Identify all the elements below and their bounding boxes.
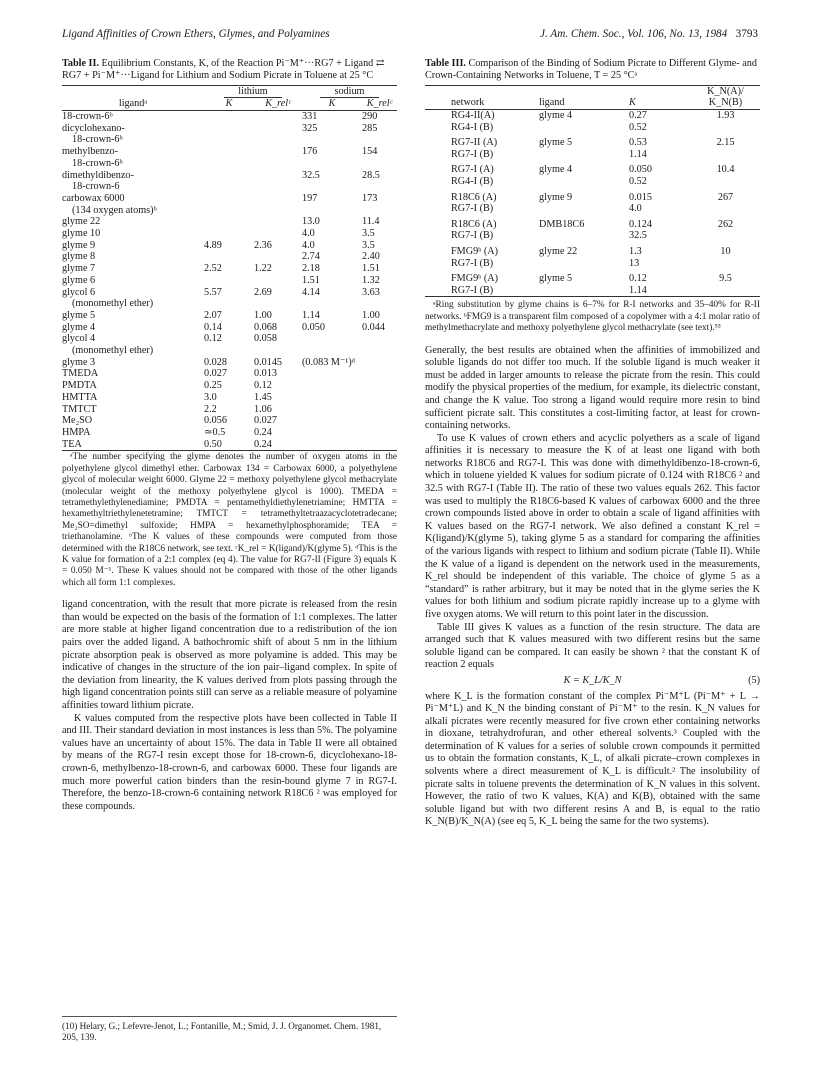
table2-cell-na-krel: 285	[362, 122, 378, 134]
table2-cell-li-k	[204, 193, 254, 205]
table3-cell-k-b: 4.0	[629, 203, 642, 215]
table3-cell-k-a: 0.53	[629, 137, 647, 149]
table3-cell-ratio: 262	[717, 218, 734, 230]
table2-cell-li-krel	[254, 205, 302, 217]
table2-cell-ligand: (134 oxygen atoms)ᵇ	[72, 204, 157, 216]
table-row	[62, 322, 397, 334]
table2-cell-na-k	[302, 439, 362, 451]
table2-column-header	[62, 98, 397, 110]
table2-cell-na-krel	[362, 298, 397, 310]
table2-cell-na-krel	[362, 181, 397, 193]
table3-cell-empty	[691, 258, 760, 270]
table2-cell-na-k: 4.14	[302, 286, 320, 298]
table2-cell-na-krel	[362, 392, 397, 404]
table3-cell-k-b: 0.52	[629, 175, 647, 187]
right-paragraph-2: To use K values of crown ethers and acyclic polyethers as a scale of ligand affinities it is necessary to measure the K of at least one ligand with both networks R18C6 and RG7-I. This was done with dimethyldibenzo-18-crown-6, which in toluene yielded K values for sodium picrate of 0.124 with R18C6 ² and 32.5 with RG7-I (Table II). The ratio of these two values equals 262. This factor was used to multiply the R18C6-based K values of carbowax 6000 and the three crown compounds listed above in order to obtain a scale of ligand affinities with K values based on the RG7-I network. We also defined a constant K_rel = K(ligand)/K(glyme 5), taking glyme 5 as a standard for comparing the affinities of the various ligands with respect to lithium and sodium picrate (Table II). While the K value of a ligand is dependent on the network used in the measurements, K_rel should be independent of this variable. The choice of glyme 5 as a “standard” is rather arbitrary, but it may be noted that in the glyme series the K values for both lithium and sodium picrate rapidly increase up to a glyme with five oxygen atoms. We will return to this point later in the discussion.	[425, 432, 760, 620]
table2-cell-na-k	[302, 134, 362, 146]
table2-cell-na-krel	[362, 427, 397, 439]
table2-cell-li-krel: 0.068	[254, 321, 277, 333]
table2-cell-li-krel: 1.00	[254, 309, 272, 321]
table-row	[62, 181, 397, 193]
table2-cell-li-k: 0.50	[204, 438, 222, 450]
table2-cell-na-krel	[362, 415, 397, 427]
table3-cell-ratio: 10	[720, 245, 731, 257]
running-header	[62, 28, 758, 44]
table2-cell-li-krel	[254, 111, 302, 123]
table2-cell-li-krel	[254, 275, 302, 287]
table3-cell-network-a: R18C6 (A)	[451, 191, 497, 203]
table3-col-k: K	[629, 97, 636, 109]
table3	[425, 85, 760, 298]
table2-cell-li-k	[204, 275, 254, 287]
table2-cell-na-k	[302, 368, 362, 380]
table3-cell-network-a: R18C6 (A)	[451, 218, 497, 230]
table2-col-li-k: K	[225, 98, 233, 110]
table-row	[62, 392, 397, 404]
table2-cell-na-krel	[362, 368, 397, 380]
table2-cell-na-k	[302, 427, 362, 439]
table2-cell-na-krel: 11.4	[362, 216, 380, 228]
table2-cell-na-krel: 290	[362, 111, 378, 122]
table2-cell-ligand: 18-crown-6ᵇ	[72, 134, 123, 146]
table2-cell-ligand: dimethyldibenzo-	[62, 169, 134, 181]
table2-cell-li-k	[204, 205, 254, 217]
table2-cell-na-krel: 3.63	[362, 286, 380, 298]
table2-cell-ligand: HMPA	[62, 426, 91, 438]
table2-cell-li-krel: 2.36	[254, 239, 272, 251]
table-row	[62, 193, 397, 205]
table2-cell-na-krel	[362, 357, 397, 369]
table3-cell-ligand: glyme 9	[539, 191, 573, 203]
journal-citation: J. Am. Chem. Soc., Vol. 106, No. 13, 1984 3793	[540, 28, 758, 40]
table2-col-na-krel: K_relᶜ	[366, 98, 393, 110]
table2-cell-ligand: glyme 3	[62, 356, 96, 368]
table2-label: Table II.	[62, 58, 99, 69]
table2-cell-ligand: glyme 22	[62, 216, 101, 228]
table2-cell-li-k: 2.52	[204, 263, 222, 275]
table2-cell-li-krel	[254, 170, 302, 182]
table2-cell-na-k: 32.5	[302, 169, 320, 181]
table3-cell-ratio: 1.93	[716, 110, 735, 121]
table-row	[62, 263, 397, 275]
table2-cell-ligand: TEA	[62, 438, 82, 450]
table3-caption	[425, 58, 760, 83]
table3-cell-empty	[691, 176, 760, 188]
table2-cell-li-k	[204, 134, 254, 146]
table3-cell-k-b: 1.14	[629, 148, 647, 160]
left-paragraph-2: K values computed from the respective plots have been collected in Table II and III. Their standard deviation in most instances is less than 5%. The polyamine values have an uncertainty of about 15%. The data in Table II were all obtained by means of the RG7-I resin except those for 18-crown-6, dicyclohexano-18-crown-6, methylbenzo-18-crown-6, and carbowax 6000. These four ligands are much more powerful cation binders than the resin-bound glyme 7 in RG7-I. Therefore, the benzo-18-crown-6 containing network R18C6 ² was employed for these compounds.	[62, 712, 397, 812]
table2-cell-ligand: Me₂SO	[62, 415, 93, 427]
table2-cell-li-k	[204, 251, 254, 263]
journal-volume: Vol. 106, No. 13, 1984	[627, 28, 728, 40]
equation-5	[425, 675, 760, 688]
table2-cell-na-k: 2.18	[302, 263, 320, 275]
table3-cell-ratio: 9.5	[719, 273, 732, 285]
table2-cell-ligand: glyme 5	[62, 309, 96, 321]
table-row	[425, 285, 760, 297]
table3-cell-empty	[691, 149, 760, 161]
journal-name: J. Am. Chem. Soc.	[540, 28, 622, 40]
table3-cell-ratio: 2.15	[716, 137, 735, 149]
table3-cell-k-a: 1.3	[629, 245, 642, 257]
table3-cell-empty	[539, 285, 619, 297]
table3-cell-network-b: RG4-I (B)	[451, 121, 494, 133]
table2-cell-li-krel	[254, 216, 302, 228]
table2-cell-na-krel	[362, 205, 397, 217]
table2-cell-na-krel	[362, 158, 397, 170]
table3-col-ratio-bot: K_N(B)	[708, 97, 743, 109]
table3-cell-ligand: glyme 5	[539, 137, 573, 149]
table3-cell-network-a: RG4-II(A)	[451, 110, 495, 121]
table2-col-li-krel: K_relᶜ	[265, 98, 291, 110]
right-paragraph-3: Table III gives K values as a function of the resin structure. The data are arranged such that K values measured with two different resins but the same soluble ligand can be compared. It can easily be shown ² that the constant K of reaction 2 equals	[425, 621, 760, 671]
table3-cell-empty	[539, 203, 619, 215]
table2-cell-li-krel: 0.027	[254, 415, 277, 427]
table3-cell-ratio: 267	[717, 191, 734, 203]
table2-cell-na-krel: 3.5	[362, 228, 375, 240]
table2-cell-na-k: 2.74	[302, 251, 320, 263]
table3-cell-network-b: RG7-I (B)	[451, 284, 494, 296]
running-title: Ligand Affinities of Crown Ethers, Glymes, and Polyamines	[62, 28, 330, 40]
table2-cell-ligand: glyme 10	[62, 228, 101, 240]
table2-cell-li-krel	[254, 193, 302, 205]
equation-text: K = K_L/K_N	[563, 674, 622, 686]
right-paragraph-1: Generally, the best results are obtained when the affinities of immobilized and soluble ligands do not differ too much. If the soluble ligand is much weaker it must be added in larger amounts to release the picrate from the resin. This could modify the physical properties of the medium, for example, its dielectric constant, and change the K value. Too strong a ligand would require more resin to bind sufficient picrate salt. This constitutes a cost-limiting factor, at least for crown-containing networks.	[425, 344, 760, 432]
table2-cell-na-k	[302, 298, 362, 310]
table2-cell-li-k: ≃0.5	[204, 426, 226, 438]
table2-cell-na-krel	[362, 439, 397, 451]
table3-cell-empty	[691, 230, 760, 242]
table2-cell-ligand: glyme 8	[62, 251, 96, 263]
table-row	[62, 287, 397, 299]
table3-cell-ligand: glyme 22	[539, 245, 578, 257]
table2-cell-na-krel	[362, 345, 397, 357]
table3-cell-network-a: FMG9ᵇ (A)	[451, 245, 499, 257]
table2-caption	[62, 58, 397, 83]
table3-cell-k-b: 13	[629, 257, 640, 269]
table3-cell-network-b: RG4-I (B)	[451, 175, 494, 187]
table3-cell-empty	[539, 176, 619, 188]
table2-cell-ligand: glyme 9	[62, 239, 96, 251]
table2-cell-na-k	[302, 404, 362, 416]
table2-cell-li-krel	[254, 251, 302, 263]
table3-cell-ratio: 10.4	[716, 164, 735, 176]
table2-cell-ligand: 18-crown-6ᵇ	[62, 111, 113, 122]
table-row	[62, 357, 397, 369]
table3-body	[425, 110, 760, 297]
table2-col-na-k: K	[328, 98, 336, 110]
table-row	[62, 439, 397, 451]
table2-cell-li-krel	[254, 228, 302, 240]
table-row	[425, 149, 760, 161]
table2-cell-ligand: (monomethyl ether)	[72, 298, 154, 310]
table2-cell-ligand: dicyclohexano-	[62, 122, 125, 134]
reference-list	[62, 1016, 397, 1043]
table2-cell-na-k: 1.14	[302, 309, 320, 321]
table2-cell-li-k	[204, 298, 254, 310]
table2-cell-ligand: glycol 4	[62, 333, 96, 345]
table-row	[425, 242, 760, 258]
table3-cell-k-a: 0.12	[629, 273, 647, 285]
table2-cell-na-krel: 1.00	[362, 309, 380, 321]
table2-cell-li-k	[204, 228, 254, 240]
table2-cell-li-k	[204, 216, 254, 228]
table2-cell-ligand: methylbenzo-	[62, 146, 119, 158]
equation-number: (5)	[748, 674, 760, 686]
table3-cell-k-a: 0.015	[629, 191, 652, 203]
table2-group-header	[62, 85, 397, 98]
table-row	[425, 269, 760, 285]
table3-cell-network-b: RG7-I (B)	[451, 257, 494, 269]
table2-cell-li-k	[204, 170, 254, 182]
table2-cell-ligand: glyme 7	[62, 263, 96, 275]
table2-cell-li-k	[204, 158, 254, 170]
table2-cell-li-krel: 0.013	[254, 368, 277, 380]
table3-cell-k-b: 1.14	[629, 284, 647, 296]
table2-cell-li-k: 0.056	[204, 415, 227, 427]
table2-cell-na-krel	[362, 134, 397, 146]
table2-cell-ligand: (monomethyl ether)	[72, 345, 154, 357]
table-row	[425, 176, 760, 188]
table2-cell-na-krel	[362, 380, 397, 392]
table3-cell-ligand: glyme 4	[539, 110, 573, 121]
table2-cell-ligand: glycol 6	[62, 286, 96, 298]
table2-cell-ligand: PMDTA	[62, 380, 97, 392]
table2-cell-li-krel: 1.45	[254, 391, 272, 403]
table2-cell-na-krel	[362, 333, 397, 345]
table2-body	[62, 111, 397, 451]
table-row	[425, 122, 760, 134]
table-row	[62, 427, 397, 439]
table-row	[62, 240, 397, 252]
table-row	[62, 205, 397, 217]
table2-cell-li-k	[204, 345, 254, 357]
table-row	[62, 310, 397, 322]
table2-cell-na-k: 331	[302, 111, 318, 122]
table-row	[62, 146, 397, 158]
table2-cell-na-krel: 3.5	[362, 239, 375, 251]
table2-cell-na-k: 1.51	[302, 274, 320, 286]
table-row	[425, 230, 760, 242]
table3-cell-k-a: 0.124	[629, 218, 652, 230]
table2-cell-na-krel: 28.5	[362, 169, 380, 181]
table-row	[425, 203, 760, 215]
table2-cell-na-k: 13.0	[302, 216, 320, 228]
table-row	[62, 111, 397, 123]
table2-cell-li-krel: 1.22	[254, 263, 272, 275]
table-row	[62, 123, 397, 135]
table2-cell-li-k: 0.027	[204, 368, 227, 380]
table2-cell-li-krel	[254, 345, 302, 357]
table3-header	[425, 97, 760, 109]
table2-cell-li-krel	[254, 123, 302, 135]
table2-cell-li-krel	[254, 298, 302, 310]
table3-col-network: network	[451, 97, 485, 109]
table2-cell-na-k	[302, 345, 362, 357]
table2-cell-na-k: (0.083 M⁻¹)ᵈ	[302, 356, 355, 368]
table2-cell-na-k	[302, 392, 362, 404]
table-row	[425, 188, 760, 204]
table-row	[425, 215, 760, 231]
table2-cell-ligand: 18-crown-6	[72, 181, 120, 193]
table2-cell-na-k: 0.050	[302, 321, 325, 333]
table2-col-ligand: ligandᵃ	[118, 98, 148, 110]
table2-cell-ligand: 18-crown-6ᵇ	[72, 157, 123, 169]
page-number: 3793	[735, 28, 758, 40]
table3-cell-ligand: glyme 4	[539, 164, 573, 176]
table2-group-lithium: lithium	[204, 85, 302, 98]
table3-cell-empty	[539, 230, 619, 242]
table2-cell-li-k	[204, 146, 254, 158]
table-row	[62, 298, 397, 310]
table-row	[62, 333, 397, 345]
table2-cell-ligand: glyme 6	[62, 274, 96, 286]
table3-cell-network-b: RG7-I (B)	[451, 230, 494, 242]
table3-header-top	[425, 85, 760, 97]
table2-cell-na-k: 4.0	[302, 228, 315, 240]
table3-cell-k-b: 32.5	[629, 230, 647, 242]
table2-group-sodium: sodium	[302, 85, 397, 98]
table2-cell-li-krel	[254, 158, 302, 170]
table-row	[62, 368, 397, 380]
table2-cell-ligand: HMTTA	[62, 391, 98, 403]
table3-cell-empty	[539, 122, 619, 134]
table2-cell-li-krel: 0.12	[254, 380, 272, 392]
table2-cell-na-k	[302, 205, 362, 217]
left-paragraph-1: ligand concentration, with the result that more picrate is released from the resin than would be expected on the basis of the formation of 1:1 complexes. The latter are more stable at higher ligand concentration due to a redistribution of the ion pairs over the added ligand. A bathochromic shift of about 5 nm in the lithium picrate absorption peak is observed as more polyamine is added. This may be indicative of changes in the structure of the ion pair–ligand complex. In spite of the deviation from linearity, the K values derived from plots passing through the high ligand concentration points still can serve as a reliable measure of polyamine affinities toward lithium picrate.	[62, 599, 397, 712]
table-row	[425, 110, 760, 122]
table2-cell-na-krel: 1.32	[362, 274, 380, 286]
table3-cell-empty	[691, 285, 760, 297]
table2-cell-na-k	[302, 380, 362, 392]
table3-cell-empty	[539, 258, 619, 270]
table3-cell-network-a: RG7-II (A)	[451, 137, 498, 149]
table2-cell-li-k: 0.25	[204, 380, 222, 392]
table2-cell-ligand: TMEDA	[62, 368, 99, 380]
table3-footnotes: ᵃRing substitution by glyme chains is 6–7% for R-I networks and 35–40% for R-II networks. ᵇFMG9 is a transparent film composed of a copolymer with a 4:1 molar ratio of methylmethacrylate and methoxy polyethylene glycol methacrylate (see text).⁵³	[425, 300, 760, 334]
reference-10: (10) Helary, G.; Lefevre-Jenot, L.; Fontanille, M.; Smid, J. J. Organomet. Chem. 1981, 205, 139.	[62, 1021, 382, 1042]
table2-cell-na-krel: 2.40	[362, 251, 380, 263]
table-row	[62, 170, 397, 182]
table2-cell-li-krel	[254, 146, 302, 158]
table2-cell-ligand: carbowax 6000	[62, 192, 125, 204]
table-row	[62, 216, 397, 228]
table3-cell-network-a: FMG9ᵇ (A)	[451, 273, 499, 285]
table2-cell-li-k: 0.12	[204, 333, 222, 345]
left-column	[62, 58, 397, 813]
table2-cell-li-krel: 2.69	[254, 286, 272, 298]
table2-cell-li-k: 2.07	[204, 309, 222, 321]
table3-cell-ligand: DMB18C6	[539, 218, 585, 230]
table2-cell-li-k: 5.57	[204, 286, 222, 298]
table2-cell-na-k	[302, 333, 362, 345]
table2-cell-li-k: 2.2	[204, 403, 217, 415]
table2-cell-na-krel	[362, 404, 397, 416]
table2-cell-na-krel: 173	[362, 192, 378, 204]
table2-cell-li-krel: 0.0145	[254, 356, 283, 368]
table2-cell-na-krel: 154	[362, 146, 378, 158]
table-row	[62, 345, 397, 357]
table3-col-ratio-top: K_N(A)/	[707, 85, 744, 97]
table-row	[62, 228, 397, 240]
table3-cell-k-b: 0.52	[629, 121, 647, 133]
table2-cell-li-krel: 0.058	[254, 333, 277, 345]
right-column	[425, 58, 760, 829]
table-row	[62, 275, 397, 287]
table2-caption-text: Equilibrium Constants, K, of the Reaction Pi⁻M⁺···RG7 + Ligand ⇄ RG7 + Pi⁻M⁺···Ligand for Lithium and Sodium Picrate in Toluene at 25 °C	[62, 58, 385, 82]
table2-cell-na-krel: 1.51	[362, 263, 380, 275]
table2-cell-na-k: 325	[302, 122, 318, 134]
table2-cell-li-k: 0.028	[204, 356, 227, 368]
table3-caption-text: Comparison of the Binding of Sodium Picrate to Different Glyme- and Crown-Containing Networks in Toluene, T = 25 °Cᵃ	[425, 58, 757, 82]
table-row	[62, 404, 397, 416]
table-row	[425, 160, 760, 176]
table3-cell-empty	[691, 203, 760, 215]
table2-cell-na-k: 176	[302, 146, 318, 158]
table3-cell-ligand: glyme 5	[539, 273, 573, 285]
table2-cell-li-krel	[254, 181, 302, 193]
table3-cell-k-a: 0.050	[629, 164, 652, 176]
table2-cell-li-k	[204, 181, 254, 193]
table-row	[425, 133, 760, 149]
table2-cell-na-k	[302, 158, 362, 170]
table2-cell-na-k: 197	[302, 192, 318, 204]
table2-cell-li-k: 3.0	[204, 391, 217, 403]
table2-cell-ligand: TMTCT	[62, 403, 97, 415]
table2-cell-li-krel: 0.24	[254, 426, 272, 438]
right-paragraph-4: where K_L is the formation constant of the complex Pi⁻M⁺L (Pi⁻M⁺ + L → Pi⁻M⁺L) and K_N the binding constant of Pi⁻M⁺ to the resin. K_N values for alkali picrates were recently measured for five crown ether containing networks in dioxane, tetrahydrofuran, and other ethereal solvents.³ Coupled with the determination of K values for a series of soluble crown compounds it permitted us to obtain the formation constants, K_L, of alkali picrate–crown complexes in solvents where a direct measurement of K_L is difficult.² The insolubility of picrate salts in toluene prevents the determination of K_N values in this solvent. However, the ratio of two K values, K(A) and K(B), obtained with the same soluble ligand but with two different resins A and B, is equal to the ratio K_N(B)/K_N(A) (see eq 5, K_L being the same for the two systems).	[425, 690, 760, 828]
table3-col-ligand: ligand	[539, 97, 565, 109]
table2-cell-na-k	[302, 415, 362, 427]
table-row	[62, 380, 397, 392]
table3-cell-network-b: RG7-I (B)	[451, 148, 494, 160]
table2-cell-na-krel: 0.044	[362, 321, 385, 333]
table2-cell-li-krel: 1.06	[254, 403, 272, 415]
table2-footnotes: ᵃThe number specifying the glyme denotes the number of oxygen atoms in the polyethylene glycol dimethyl ether. Carbowax 134 = Carbowax 6000, a polyethylene glycol of molecular weight 6000. Glyme 22 = methoxy polyethylene glycol methacrylate (molecular weight of the methoxy polyethylene glycol is 1000). TMEDA = tetramethylethylenediamine; PMDTA = pentamethyldiethylenetriamine; HMTTA = hexamethyltriethylenetetramine; TMTCT = tetramethyltetraazacyclotetradecane; Me₂SO=dimethyl sulfoxide; HMPA = hexamethylphosphoramide; TEA = triethanolamine. ᵇThe K values of these compounds were computed from those determined with the R18C6 network, see text. ᶜK_rel = K(ligand)/K(glyme 5). ᵈThis is the K value for formation of a 2:1 complex (eq 4). The value for RG7-II (Figure 3) equals K = 0.050 M⁻¹. These K values should not be compared with those of the other ligands which all form 1:1 complexes.	[62, 452, 397, 588]
table3-cell-network-b: RG7-I (B)	[451, 203, 494, 215]
table-row	[62, 415, 397, 427]
table3-cell-empty	[539, 149, 619, 161]
table-row	[62, 134, 397, 146]
table2-cell-li-k	[204, 111, 254, 123]
table3-cell-empty	[691, 122, 760, 134]
table2-cell-na-k	[302, 181, 362, 193]
table2-cell-li-k	[204, 123, 254, 135]
table-row	[62, 158, 397, 170]
table2-cell-na-k: 4.0	[302, 239, 315, 251]
table2-cell-ligand: glyme 4	[62, 321, 96, 333]
table2	[62, 85, 397, 452]
table-row	[62, 251, 397, 263]
table2-cell-li-k: 4.89	[204, 239, 222, 251]
table3-cell-network-a: RG7-I (A)	[451, 164, 494, 176]
table3-cell-k-a: 0.27	[629, 110, 647, 121]
table2-cell-li-krel: 0.24	[254, 438, 272, 450]
table-row	[425, 258, 760, 270]
table2-cell-li-k: 0.14	[204, 321, 222, 333]
table2-cell-li-krel	[254, 134, 302, 146]
table3-label: Table III.	[425, 58, 466, 69]
